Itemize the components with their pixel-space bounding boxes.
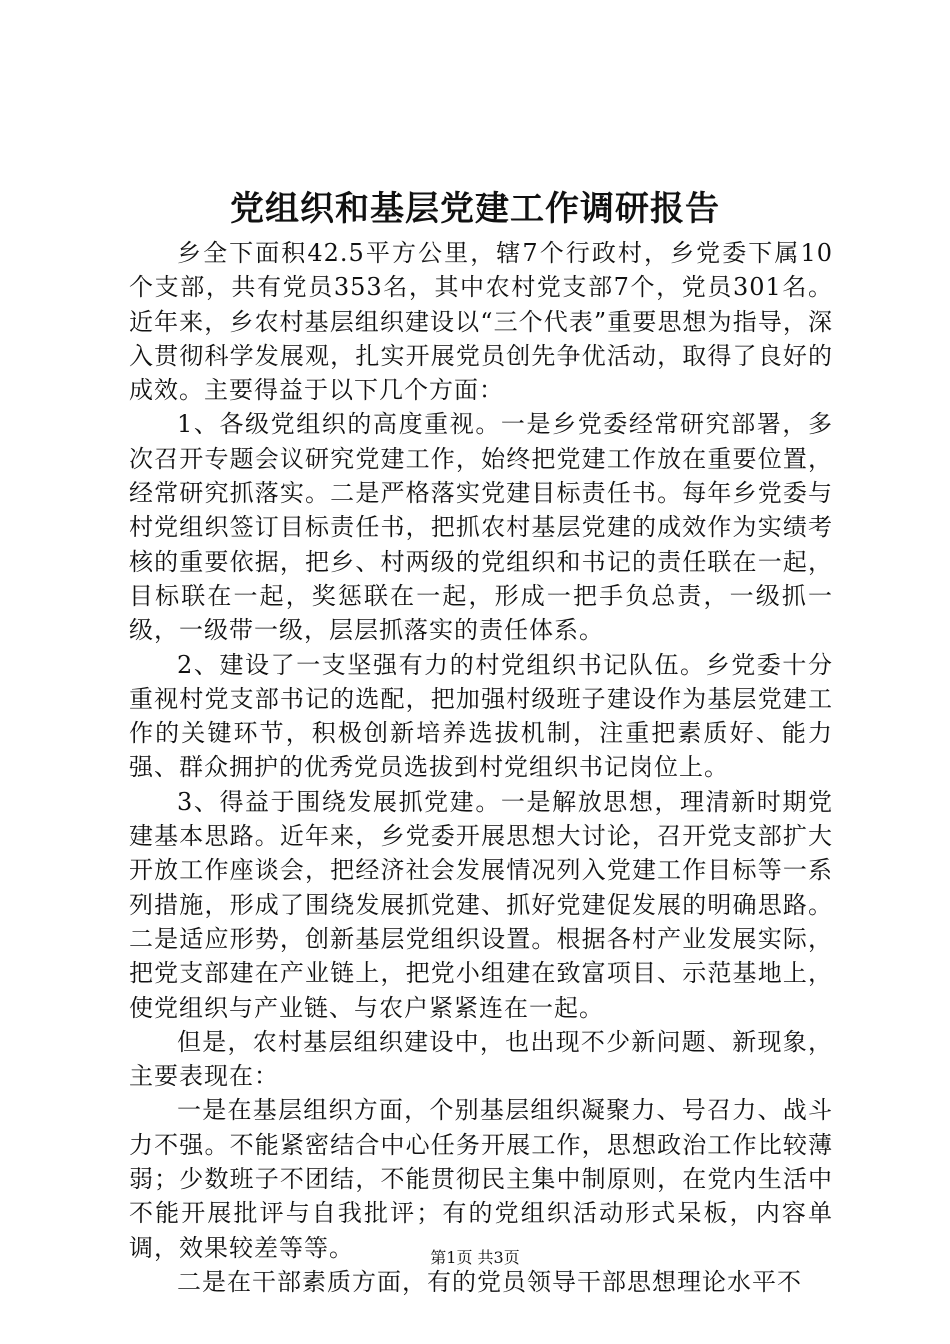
paragraph-problem-1: 一是在基层组织方面，个别基层组织凝聚力、号召力、战斗力不强。不能紧密结合中心任务开展工作，思想政治工作比较薄弱；少数班子不团结，不能贯彻民主集中制原则，在党内生活中不能开展批评与自我批评；有的党组织活动形式呆板，内容单调，效果较差等等。	[129, 1096, 833, 1262]
page-footer: 第1页 共3页	[430, 1248, 520, 1267]
paragraph-problems-intro: 但是，农村基层组织建设中，也出现不少新问题、新现象，主要表现在：	[129, 1027, 833, 1091]
document-body	[129, 236, 833, 1299]
paragraph-point-1: 1、各级党组织的高度重视。一是乡党委经常研究部署，多次召开专题会议研究党建工作，始终把党建工作放在重要位置，经常研究抓落实。二是严格落实党建目标责任书。每年乡党委与村党组织签订目标责任书，把抓农村基层党建的成效作为实绩考核的重要依据，把乡、村两级的党组织和书记的责任联在一起，目标联在一起，奖惩联在一起，形成一把手负总责，一级抓一级，一级带一级，层层抓落实的责任体系。	[129, 410, 833, 645]
document-title: 党组织和基层党建工作调研报告	[230, 189, 720, 229]
paragraph-point-3: 3、得益于围绕发展抓党建。一是解放思想，理清新时期党建基本思路。近年来，乡党委开展思想大讨论，召开党支部扩大开放工作座谈会，把经济社会发展情况列入党建工作目标等一系列措施，形成了围绕发展抓党建、抓好党建促发展的明确思路。二是适应形势，创新基层党组织设置。根据各村产业发展实际，把党支部建在产业链上，把党小组建在致富项目、示范基地上，使党组织与产业链、与农户紧紧连在一起。	[129, 787, 833, 1022]
paragraph-intro: 乡全下面积42.5平方公里，辖7个行政村，乡党委下属10个支部，共有党员353名，其中农村党支部7个，党员301名。近年来，乡农村基层组织建设以“三个代表”重要思想为指导，深入贯彻科学发展观，扎实开展党员创先争优活动，取得了良好的成效。主要得益于以下几个方面：	[129, 239, 833, 405]
paragraph-point-2: 2、建设了一支坚强有力的村党组织书记队伍。乡党委十分重视村党支部书记的选配，把加强村级班子建设作为基层党建工作的关键环节，积极创新培养选拔机制，注重把素质好、能力强、群众拥护的优秀党员选拔到村党组织书记岗位上。	[129, 650, 833, 782]
paragraph-problem-2: 二是在干部素质方面，有的党员领导干部思想理论水平不	[177, 1267, 802, 1296]
